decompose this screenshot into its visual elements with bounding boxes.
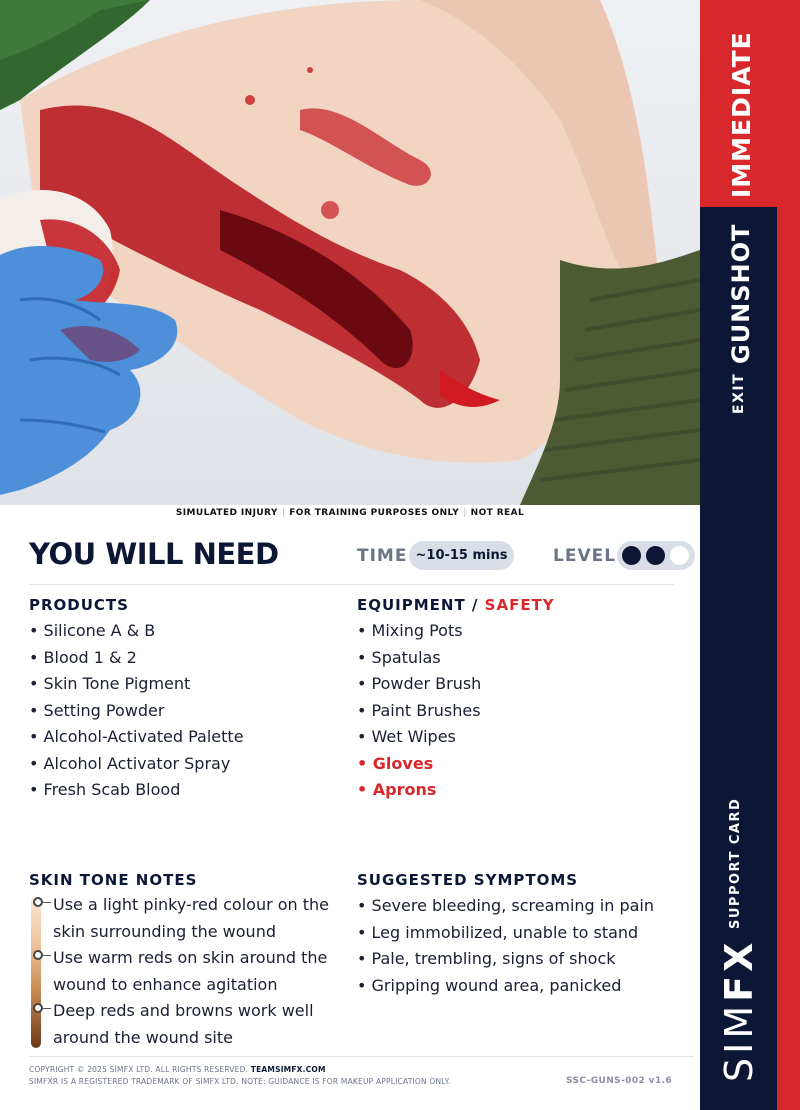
simulated-injury-disclaimer: SIMULATED INJURY | FOR TRAINING PURPOSES ONLY | NOT REAL: [175, 508, 525, 518]
equipment-heading-label: EQUIPMENT /: [357, 596, 479, 614]
list-item: • Gripping wound area, panicked: [357, 976, 654, 1003]
card-code: SSC-GUNS-002 v1.6: [566, 1076, 673, 1086]
injury-subtype-label: EXIT: [731, 372, 747, 414]
products-list: [29, 621, 244, 807]
list-item: • Fresh Scab Blood: [29, 780, 244, 807]
list-item: • Mixing Pots: [357, 621, 481, 648]
footer-divider: [29, 1056, 694, 1057]
safety-item: • Gloves: [357, 754, 481, 781]
disclaimer-not-real: NOT REAL: [470, 508, 525, 518]
wound-illustration: [0, 0, 700, 505]
website-link[interactable]: TEAMSIMFX.COM: [250, 1065, 326, 1074]
list-item: • Severe bleeding, screaming in pain: [357, 896, 654, 923]
brand-logo-fx: FX: [717, 938, 761, 1002]
list-item: • Powder Brush: [357, 674, 481, 701]
list-item: • Blood 1 & 2: [29, 648, 244, 675]
time-label: TIME: [357, 546, 408, 566]
disclaimer-simulated: SIMULATED INJURY: [175, 508, 278, 518]
brand-logo-sim: SIM: [717, 1001, 761, 1082]
tone-tick: [43, 902, 51, 903]
list-item: • Alcohol-Activated Palette: [29, 727, 244, 754]
tone-tick: [43, 955, 51, 956]
skin-tone-heading: SKIN TONE NOTES: [29, 871, 198, 889]
brand-logo: [717, 939, 761, 1082]
products-heading: PRODUCTS: [29, 596, 129, 614]
tone-tick: [43, 1008, 51, 1009]
equipment-heading: [357, 596, 555, 614]
list-item: • Silicone A & B: [29, 621, 244, 648]
safety-item: • Aprons: [357, 780, 481, 807]
injury-label: GUNSHOT: [727, 223, 755, 364]
list-item: • Setting Powder: [29, 701, 244, 728]
page-title: YOU WILL NEED: [29, 537, 279, 571]
category-label: IMMEDIATE: [727, 31, 756, 198]
list-item: • Spatulas: [357, 648, 481, 675]
skin-tone-note: Deep reds and browns work well around the wound site: [53, 1001, 314, 1047]
equipment-list: [357, 621, 481, 807]
copyright: [29, 1065, 326, 1074]
time-badge: ~10-15 mins: [409, 541, 514, 570]
list-item: • Alcohol Activator Spray: [29, 754, 244, 781]
copyright-text: COPYRIGHT © 2025 SIMFX LTD. ALL RIGHTS RESERVED.: [29, 1065, 249, 1074]
card-type-label: SUPPORT CARD: [728, 797, 743, 929]
tone-marker: [33, 1003, 43, 1013]
safety-heading-label: SAFETY: [484, 596, 555, 614]
level-dot: [670, 546, 689, 565]
level-dot: [646, 546, 665, 565]
list-item: • Skin Tone Pigment: [29, 674, 244, 701]
skin-tone-note: Use a light pinky-red colour on the skin surrounding the wound: [53, 895, 330, 941]
tone-marker: [33, 897, 43, 907]
level-label: LEVEL: [553, 546, 617, 566]
symptoms-heading: SUGGESTED SYMPTOMS: [357, 871, 579, 889]
list-item: • Pale, trembling, signs of shock: [357, 949, 654, 976]
tone-marker: [33, 950, 43, 960]
list-item: • Wet Wipes: [357, 727, 481, 754]
level-indicator: [617, 541, 695, 570]
disclaimer-training: FOR TRAINING PURPOSES ONLY: [289, 508, 460, 518]
skin-tone-gradient: [31, 897, 41, 1048]
list-item: • Leg immobilized, unable to stand: [357, 923, 654, 950]
header-divider: [29, 584, 674, 585]
trademark-note: SIMFXR IS A REGISTERED TRADEMARK OF SIMFX LTD. NOTE: GUIDANCE IS FOR MAKEUP APPLICATION ONLY.: [29, 1077, 451, 1086]
list-item: • Paint Brushes: [357, 701, 481, 728]
injury-photo: [0, 0, 700, 505]
level-dot: [622, 546, 641, 565]
symptoms-list: [357, 896, 654, 1002]
skin-tone-note: Use warm reds on skin around the wound to enhance agitation: [53, 948, 328, 994]
